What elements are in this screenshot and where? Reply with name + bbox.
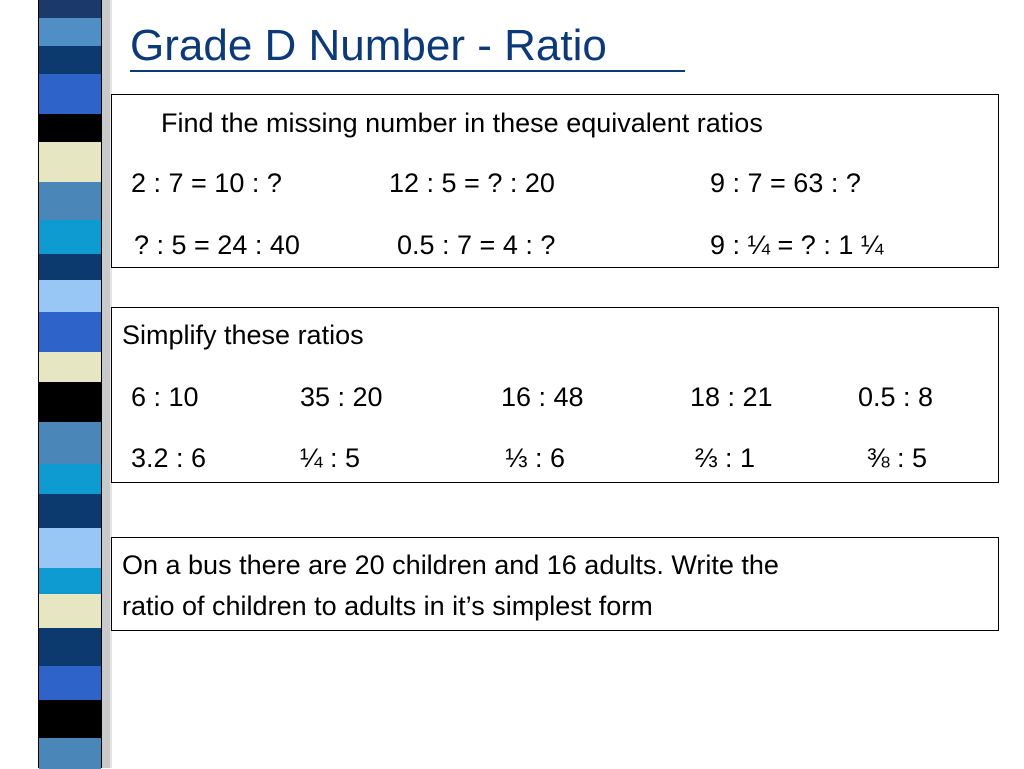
stripe-band	[39, 382, 101, 422]
simplify-item: ¼ : 5	[300, 443, 361, 473]
stripe-band	[39, 182, 101, 220]
word-problem-line: ratio of children to adults in it’s simplest form	[122, 591, 653, 621]
word-problem-line: On a bus there are 20 children and 16 adults. Write the	[122, 550, 779, 580]
stripe-band	[39, 464, 101, 494]
simplify-ratios-box	[111, 307, 999, 483]
simplify-item: 18 : 21	[690, 382, 773, 412]
stripe-band	[39, 114, 101, 142]
equivalent-item: ? : 5 = 24 : 40	[134, 230, 300, 260]
simplify-item: 0.5 : 8	[858, 382, 934, 412]
equivalent-item: 2 : 7 = 10 : ?	[131, 168, 282, 198]
simplify-item: 6 : 10	[131, 382, 199, 412]
equivalent-item: 9 : 7 = 63 : ?	[710, 168, 861, 198]
stripe-band	[39, 628, 101, 666]
stripe-band	[39, 666, 101, 700]
simplify-heading: Simplify these ratios	[122, 320, 364, 350]
equivalent-item: 9 : ¼ = ? : 1 ¼	[710, 230, 884, 260]
simplify-item: ⅜ : 5	[867, 443, 928, 473]
stripe-band	[39, 312, 101, 352]
stripe-band	[39, 74, 101, 114]
equivalent-item: 0.5 : 7 = 4 : ?	[397, 230, 556, 260]
stripe-band	[39, 422, 101, 464]
decorative-stripe	[38, 0, 102, 768]
stripe-band	[39, 0, 101, 18]
title-underline	[130, 70, 685, 72]
stripe-band	[39, 738, 101, 769]
equivalent-heading: Find the missing number in these equivalent ratios	[161, 108, 763, 138]
stripe-band	[39, 494, 101, 528]
stripe-band	[39, 280, 101, 312]
stripe-band	[39, 352, 101, 382]
stripe-band	[39, 700, 101, 738]
simplify-item: 3.2 : 6	[131, 443, 207, 473]
simplify-item: 35 : 20	[300, 382, 383, 412]
equivalent-item: 12 : 5 = ? : 20	[389, 168, 555, 198]
stripe-band	[39, 46, 101, 74]
stripe-band	[39, 18, 101, 46]
simplify-item: ⅔ : 1	[695, 443, 756, 473]
stripe-band	[39, 220, 101, 254]
stripe-band	[39, 254, 101, 280]
equivalent-ratios-box	[111, 94, 999, 268]
slide-title: Grade D Number - Ratio	[130, 21, 607, 70]
simplify-item: 16 : 48	[501, 382, 584, 412]
stripe-band	[39, 568, 101, 594]
simplify-item: ⅓ : 6	[505, 443, 566, 473]
word-problem-box	[111, 537, 999, 631]
stripe-band	[39, 528, 101, 568]
stripe-band	[39, 594, 101, 628]
stripe-band	[39, 142, 101, 182]
